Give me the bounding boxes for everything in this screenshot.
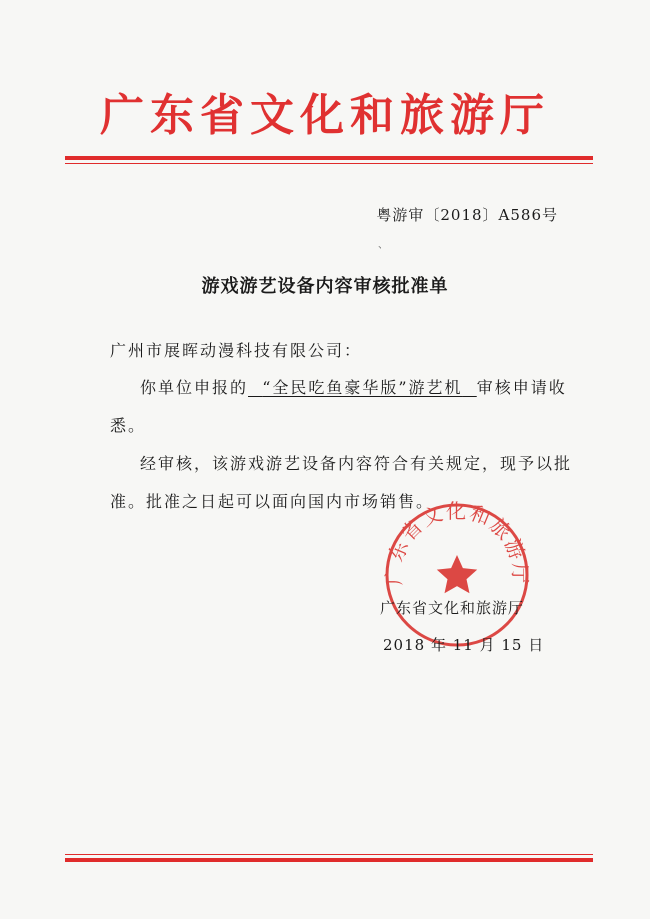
- signature-date: 2018 年 11 月 15 日: [383, 636, 545, 654]
- stray-mark: 、: [378, 240, 388, 251]
- body-paragraph-1: [140, 375, 567, 398]
- body-paragraph-2-line2: 准。批准之日起可以面向国内市场销售。: [110, 492, 435, 511]
- footer-rule-thin: [65, 854, 593, 855]
- body-paragraph-1-line2: 悉。: [110, 416, 147, 435]
- letterhead-rule-thick: [65, 156, 593, 160]
- body-paragraph-2: 经审核，该游戏游艺设备内容符合有关规定，现予以批: [140, 454, 573, 473]
- letterhead-rule-thin: [65, 163, 593, 164]
- signature-org: 广东省文化和旅游厅: [380, 599, 525, 617]
- addressee: 广州市展晖动漫科技有限公司：: [110, 341, 363, 360]
- product-name: [248, 378, 477, 397]
- document-number: 粤游审〔2018〕A586号: [376, 206, 558, 224]
- letterhead-title: 广东省文化和旅游厅: [100, 90, 550, 141]
- para1-suffix: 审核申请收: [476, 378, 567, 397]
- document-title: 游戏游艺设备内容审核批准单: [201, 276, 449, 297]
- footer-rule-thick: [65, 858, 593, 862]
- official-seal-stamp: [382, 500, 532, 650]
- product-name-text: “全民吃鱼豪华版”游艺机: [262, 378, 463, 397]
- seal-star-icon: [437, 555, 477, 593]
- seal-text: 广东省文化和旅游厅: [382, 500, 532, 586]
- para1-prefix: 你单位申报的: [140, 378, 249, 397]
